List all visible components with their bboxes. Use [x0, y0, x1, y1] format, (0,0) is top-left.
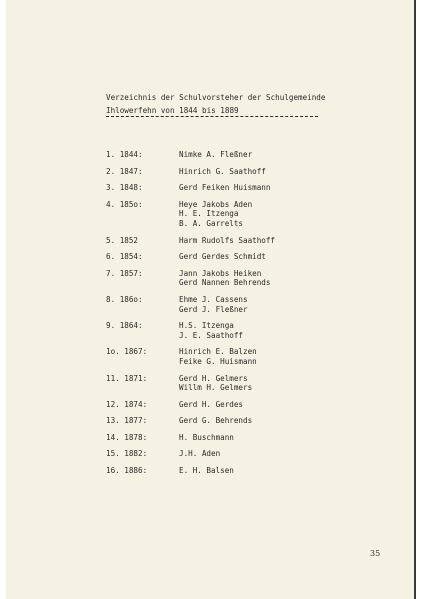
- entry-row: [106, 295, 346, 314]
- entry-names: [179, 236, 275, 246]
- entry-name: Gerd H. Gerdes: [179, 399, 244, 409]
- entry-number-year: 4. 185o:: [106, 199, 143, 209]
- entry-row: [106, 200, 346, 229]
- entry-names: [179, 167, 266, 177]
- entry-name: Gerd Feiken Huismann: [179, 183, 271, 193]
- entry-name: H.S. Itzenga: [179, 321, 234, 331]
- entry-names: [179, 400, 243, 410]
- entry-row: [106, 252, 346, 262]
- entry-names: [179, 374, 252, 393]
- entry-name: Willm H. Gelmers: [179, 383, 253, 393]
- entries-list: [106, 150, 346, 483]
- page-number: 35: [370, 549, 381, 558]
- entry-names: [179, 295, 248, 314]
- entry-name: E. H. Balsen: [179, 466, 234, 476]
- entry-name: Ehme J. Cassens: [179, 294, 248, 304]
- entry-name: J.H. Aden: [179, 449, 221, 459]
- entry-names: [179, 321, 243, 340]
- entry-row: [106, 321, 346, 340]
- entry-name: Gerd Nannen Behrends: [179, 278, 271, 288]
- entry-row: [106, 374, 346, 393]
- entry-names: [179, 183, 270, 193]
- entry-name: Jann Jakobs Heiken: [179, 268, 262, 278]
- entry-row: [106, 400, 346, 410]
- entry-number-year: 5. 1852: [106, 235, 139, 245]
- entry-number-year: 1. 1844:: [106, 150, 143, 159]
- entry-number-year: 14. 1878:: [106, 432, 148, 442]
- entry-name: Gerd J. Fleßner: [179, 304, 248, 314]
- entry-name: Heye Jakobs Aden: [179, 199, 253, 209]
- entry-name: Harm Rudolfs Saathoff: [179, 235, 276, 245]
- entry-row: [106, 183, 346, 193]
- entry-row: [106, 433, 346, 443]
- entry-name: Hinrich G. Saathoff: [179, 166, 266, 176]
- entry-number-year: 15. 1882:: [106, 449, 148, 459]
- entry-name: Feike G. Huismann: [179, 356, 257, 366]
- entry-name: H. E. Itzenga: [179, 209, 239, 219]
- entry-name: Gerd H. Gelmers: [179, 373, 248, 383]
- entry-names: [179, 416, 252, 426]
- entry-name: Hinrich E. Balzen: [179, 347, 257, 357]
- entry-names: [179, 466, 234, 476]
- entry-names: [179, 433, 234, 443]
- entry-number-year: 6. 1854:: [106, 252, 143, 262]
- entry-names: [179, 269, 270, 288]
- entry-names: [179, 200, 252, 229]
- entry-row: [106, 150, 346, 160]
- entry-number-year: 12. 1874:: [106, 399, 148, 409]
- entry-row: [106, 466, 346, 476]
- entry-number-year: 8. 186o:: [106, 294, 143, 304]
- entry-names: [179, 150, 252, 160]
- entry-name: J. E. Saathoff: [179, 330, 244, 340]
- entry-name: H. Buschmann: [179, 432, 234, 442]
- entry-name: Nimke A. Fleßner: [179, 150, 253, 159]
- entry-names: [179, 347, 257, 366]
- entry-names: [179, 449, 220, 459]
- entry-row: [106, 236, 346, 246]
- entry-row: [106, 416, 346, 426]
- entry-name: B. A. Garrelts: [179, 218, 244, 228]
- entry-number-year: 7. 1857:: [106, 268, 143, 278]
- entry-name: Gerd Gerdes Schmidt: [179, 252, 266, 262]
- heading-line-1: Verzeichnis der Schulvorsteher der Schulgemeinde: [106, 93, 326, 102]
- entry-number-year: 13. 1877:: [106, 416, 148, 426]
- entry-number-year: 16. 1886:: [106, 466, 148, 476]
- entry-name: Gerd G. Behrends: [179, 416, 253, 426]
- document-heading: [106, 91, 366, 117]
- entry-number-year: 9. 1864:: [106, 321, 143, 331]
- entry-row: [106, 269, 346, 288]
- entry-names: [179, 252, 266, 262]
- entry-row: [106, 167, 346, 177]
- heading-line-2: Ihlowerfehn von 1844 bis 1889: [106, 105, 318, 117]
- entry-number-year: 3. 1848:: [106, 183, 143, 193]
- entry-row: [106, 449, 346, 459]
- entry-number-year: 2. 1847:: [106, 166, 143, 176]
- entry-number-year: 11. 1871:: [106, 373, 148, 383]
- document-page: [6, 0, 416, 599]
- entry-number-year: 1o. 1867:: [106, 347, 148, 357]
- entry-row: [106, 347, 346, 366]
